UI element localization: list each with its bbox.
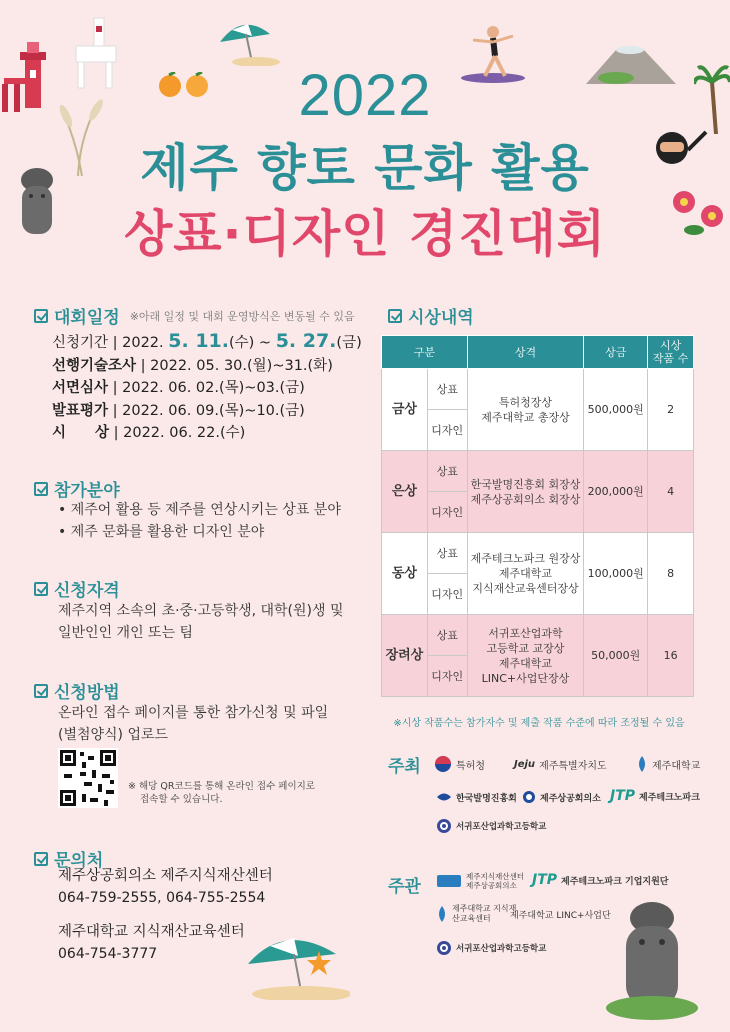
award-sub: 디자인	[427, 656, 467, 697]
eligibility-heading-text: 신청자격	[54, 581, 120, 601]
award-count: 8	[648, 533, 694, 615]
award-prize: 200,000원	[584, 451, 648, 533]
jtp-logo	[610, 788, 700, 804]
method-text	[58, 702, 328, 746]
qr-note	[128, 780, 315, 806]
awards-heading-text: 시상내역	[408, 308, 474, 328]
jtp-logo-text: 제주테크노파크	[639, 792, 700, 803]
contact-phone: 064-759-2555, 064-755-2554	[58, 890, 266, 906]
contact-heading-text: 문의처	[54, 851, 104, 871]
event-year: 2022	[298, 63, 432, 128]
kipa-logo-text: 한국발명진흥회	[456, 793, 517, 804]
checkbox-icon	[34, 582, 48, 596]
schedule-list	[52, 330, 362, 445]
jtp-support-logo	[532, 872, 669, 888]
header-prize: 상금	[584, 336, 648, 369]
award-grade: 은상	[382, 451, 428, 533]
jnu-logo-text: 제주대학교	[652, 760, 701, 772]
qr-code[interactable]	[58, 748, 118, 808]
qr-note-line: 접속할 수 있습니다.	[140, 794, 223, 805]
school-emblem-icon	[436, 940, 452, 956]
contact-info	[58, 865, 273, 965]
apply-tail: (금)	[336, 335, 362, 351]
apply-mid: (수) ~	[228, 335, 276, 351]
award-grade: 금상	[382, 369, 428, 451]
method-line: (별첨양식) 업로드	[58, 727, 169, 743]
schedule-row	[52, 422, 362, 445]
beach-umbrella-illustration	[212, 18, 282, 66]
linc-logo-text: 제주대학교 LINC+사업단	[510, 911, 611, 921]
schedule-row-value: | 2022. 06. 09.(목)~10.(금)	[108, 402, 305, 419]
field-item: • 제주어 활용 등 제주를 연상시키는 상표 분야	[58, 502, 341, 518]
contact-phone: 064-754-3777	[58, 946, 158, 962]
starfish-illustration	[306, 950, 332, 976]
fields-list	[58, 499, 341, 543]
ipc-emblem-icon	[436, 873, 462, 889]
kipo-logo-text: 특허청	[456, 760, 485, 772]
award-count: 2	[648, 369, 694, 451]
organizers-heading: 주관	[388, 877, 421, 897]
school-emblem-icon	[436, 818, 452, 834]
schedule-row	[52, 355, 362, 378]
eligibility-heading	[34, 576, 120, 601]
eligibility-line: 제주지역 소속의 초·중·고등학생, 대학(원)생 및	[58, 603, 344, 619]
jcci-emblem-icon	[522, 790, 536, 804]
title-line-2: 상표·디자인 경진대회	[123, 205, 607, 263]
schedule-row	[52, 377, 362, 400]
method-heading-text: 신청방법	[54, 683, 120, 703]
header-count: 시상 작품 수	[648, 336, 694, 369]
fields-heading-text: 참가분야	[54, 481, 120, 501]
header-award: 상격	[467, 336, 584, 369]
jeju-script-text: Jeju	[514, 759, 536, 770]
awards-table	[381, 335, 694, 697]
dol-hareubang-bottom-illustration	[604, 898, 700, 1022]
schedule-heading	[34, 303, 355, 328]
checkbox-icon	[388, 309, 402, 323]
award-count: 4	[648, 451, 694, 533]
table-row	[382, 615, 694, 656]
award-sub: 디자인	[427, 410, 467, 451]
table-row	[382, 533, 694, 574]
ipc-logo	[436, 872, 524, 890]
eligibility-text	[58, 600, 344, 644]
schedule-heading-text: 대회일정	[54, 308, 120, 328]
fields-heading	[34, 476, 120, 501]
method-line: 온라인 접수 페이지를 통한 참가신청 및 파일	[58, 705, 329, 721]
eligibility-line: 일반인인 개인 또는 팀	[58, 625, 194, 641]
jeju-province-logo-text: 제주특별자치도	[539, 761, 607, 772]
schedule-row-label: 발표평가	[52, 402, 109, 419]
jeju-province-logo	[514, 757, 607, 772]
schedule-apply-row	[52, 330, 362, 355]
award-title: 제주테크노파크 원장상 제주대학교 지식재산교육센터장상	[467, 533, 584, 615]
seogwipo-school-logo-text: 서귀포산업과학고등학교	[456, 822, 547, 832]
award-sub: 상표	[427, 615, 467, 656]
apply-end: 5. 27.	[275, 330, 337, 352]
jnu-emblem-icon	[436, 905, 448, 923]
jnu-emblem-icon	[636, 755, 648, 773]
schedule-row-label: 선행기술조사	[52, 357, 137, 374]
awards-footnote: ※시상 작품수는 참가자수 및 제출 작품 수준에 따라 조정될 수 있음	[393, 718, 685, 729]
schedule-row	[52, 400, 362, 423]
jtp-support-logo-text: 제주테크노파크 기업지원단	[561, 876, 669, 887]
award-prize: 500,000원	[584, 369, 648, 451]
award-sub: 상표	[427, 369, 467, 410]
apply-start: 5. 11.	[168, 330, 229, 352]
award-sub: 디자인	[427, 574, 467, 615]
award-title: 특허청장상 제주대학교 총장상	[467, 369, 584, 451]
schedule-row-value: | 2022. 05. 30.(월)~31.(화)	[136, 357, 333, 374]
kipa-emblem-icon	[436, 790, 452, 804]
award-grade: 장려상	[382, 615, 428, 697]
schedule-row-value: | 2022. 06. 02.(목)~03.(금)	[108, 380, 305, 396]
jtp-emblem-icon: JTP	[610, 788, 636, 804]
hosts-heading: 주최	[388, 757, 421, 777]
schedule-note: ※아래 일정 및 대회 운영방식은 변동될 수 있음	[129, 309, 355, 323]
awards-table-header	[382, 336, 694, 369]
ipc-logo-text: 제주지식재산센터	[466, 872, 524, 881]
award-count: 16	[648, 615, 694, 697]
checkbox-icon	[34, 309, 48, 323]
jnu-ip-center-logo-text: 제주대학교 지식재산교육센터	[452, 904, 517, 923]
award-sub: 디자인	[427, 492, 467, 533]
award-sub: 상표	[427, 533, 467, 574]
linc-logo	[510, 908, 611, 921]
table-row	[382, 369, 694, 410]
award-prize: 50,000원	[584, 615, 648, 697]
header-category: 구분	[382, 336, 468, 369]
apply-label: 신청기간 | 2022.	[52, 335, 164, 351]
method-heading	[34, 678, 120, 703]
award-title: 서귀포산업과학 고등학교 교장상 제주대학교 LINC+사업단장상	[467, 615, 584, 697]
award-prize: 100,000원	[584, 533, 648, 615]
table-row	[382, 451, 694, 492]
awards-heading	[388, 303, 474, 328]
checkbox-icon	[34, 852, 48, 866]
seogwipo-school-logo	[436, 818, 546, 834]
checkbox-icon	[34, 482, 48, 496]
seogwipo-school-logo-text: 서귀포산업과학고등학교	[456, 944, 547, 954]
seogwipo-school-logo-2	[436, 940, 546, 956]
kipa-logo	[436, 790, 517, 804]
schedule-row-label: 시 상	[52, 425, 110, 441]
schedule-row-value: | 2022. 06. 22.(수)	[109, 425, 246, 441]
jcci-logo-text: 제주상공회의소	[540, 793, 601, 804]
qr-note-line: ※ 해당 QR코드를 통해 온라인 접수 페이지로	[128, 781, 315, 792]
contact-org: 제주상공회의소 제주지식재산센터	[58, 868, 273, 884]
field-item: • 제주 문화를 활용한 디자인 분야	[58, 524, 265, 540]
schedule-row-label: 서면심사	[52, 380, 109, 396]
kipo-emblem-icon	[434, 755, 452, 773]
title-line-1: 제주 향토 문화 활용	[140, 139, 590, 197]
kipo-logo	[434, 755, 485, 773]
award-title: 한국발명진흥회 회장상 제주상공회의소 회장상	[467, 451, 584, 533]
award-grade: 동상	[382, 533, 428, 615]
jcci-logo	[522, 790, 601, 804]
checkbox-icon	[34, 684, 48, 698]
ipc-logo-textblock	[466, 872, 524, 890]
award-sub: 상표	[427, 451, 467, 492]
contact-org: 제주대학교 지식재산교육센터	[58, 924, 245, 940]
jnu-logo	[636, 755, 700, 773]
jtp-emblem-icon: JTP	[532, 872, 558, 888]
ipc-logo-subtext: 제주상공회의소	[466, 881, 517, 890]
